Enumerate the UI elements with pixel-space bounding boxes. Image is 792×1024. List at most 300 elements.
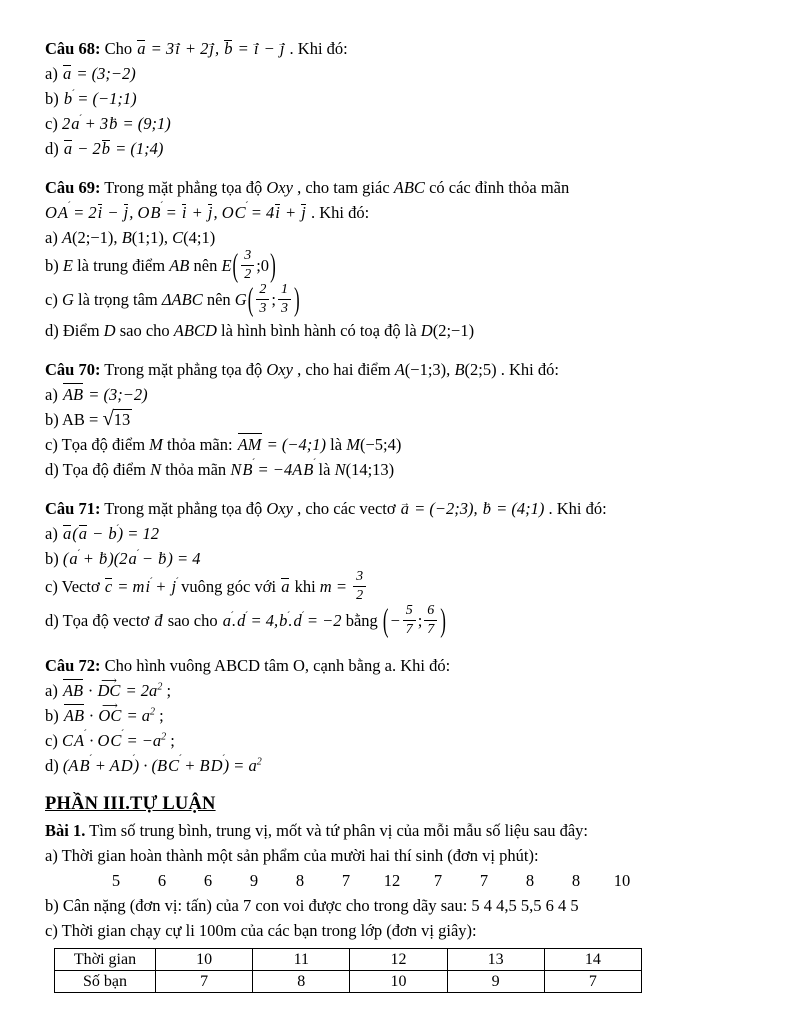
fraction-denominator: 7 bbox=[405, 622, 413, 637]
math-segment: = bbox=[233, 39, 253, 58]
math-segment: − bbox=[103, 203, 123, 222]
q71-option-a bbox=[45, 521, 748, 546]
fraction bbox=[424, 603, 437, 637]
table-cell: 10 bbox=[156, 949, 253, 971]
bold-text: Bài 1. bbox=[45, 821, 86, 840]
text-segment: 8 bbox=[295, 871, 305, 890]
overbar-symbol: b bbox=[223, 36, 233, 61]
overbar-symbol: AB bbox=[62, 678, 84, 703]
tick-mark-symbol: ˊ b bbox=[278, 608, 288, 633]
tick-mark-symbol: ˊ b bbox=[107, 521, 117, 546]
radicand: 13 bbox=[113, 410, 131, 429]
text-segment: nên bbox=[202, 289, 235, 309]
math-segment: + bbox=[180, 756, 200, 775]
table-cell: 7 bbox=[544, 971, 641, 993]
big-open-paren: ( bbox=[247, 280, 254, 318]
fraction-denominator: 2 bbox=[244, 267, 252, 282]
math-segment: M bbox=[346, 435, 360, 454]
math-segment: + bbox=[187, 203, 207, 222]
q70-option-d bbox=[45, 457, 748, 482]
math-segment: B bbox=[199, 756, 210, 775]
math-segment: ABCD bbox=[173, 321, 217, 340]
tick-mark-symbol: ˊ D bbox=[120, 753, 134, 778]
text-segment: (2;−1), bbox=[72, 228, 122, 247]
math-segment: · bbox=[85, 706, 98, 725]
math-segment: Oxy bbox=[266, 178, 293, 197]
text-segment: ; bbox=[166, 731, 175, 750]
math-segment: + 3 bbox=[80, 114, 109, 133]
overbar-symbol: a bbox=[63, 136, 73, 161]
question-69-header bbox=[45, 175, 748, 200]
math-segment: = (1;4) bbox=[111, 139, 164, 158]
math-segment: = a bbox=[122, 706, 150, 725]
fraction-denominator: 3 bbox=[280, 301, 288, 316]
text-segment: c) Tọa độ điểm bbox=[45, 435, 150, 454]
superscript: 2 bbox=[149, 706, 155, 718]
vector-arrow-symbol: → j bbox=[279, 36, 286, 61]
text-segment: bằng bbox=[341, 610, 382, 630]
text-segment: ;0 bbox=[256, 255, 270, 275]
math-segment: N bbox=[230, 460, 242, 479]
text-segment: Trong mặt phẳng tọa độ bbox=[100, 499, 267, 518]
big-close-paren: ) bbox=[293, 280, 300, 318]
math-segment: = −a bbox=[122, 731, 162, 750]
q72-option-d bbox=[45, 753, 748, 778]
math-segment: O bbox=[221, 203, 234, 222]
text-segment: . Khi đó: bbox=[496, 360, 559, 379]
big-close-paren: ) bbox=[270, 246, 276, 284]
table-cell: 9 bbox=[447, 971, 544, 993]
math-segment: ) = 4 bbox=[167, 549, 201, 568]
math-segment: + bbox=[90, 756, 110, 775]
text-segment: (14;13) bbox=[345, 460, 395, 479]
text-segment: Cho bbox=[100, 39, 137, 58]
tick-mark-symbol: ˊ A bbox=[57, 200, 69, 225]
vector-arrow-symbol: → i bbox=[174, 36, 181, 61]
text-segment: a) Thời gian hoàn thành một sản phẩm của mười hai thí sinh (đơn vị phút): bbox=[45, 846, 539, 865]
math-segment: A bbox=[394, 360, 405, 379]
fraction-denominator: 7 bbox=[427, 622, 435, 637]
text-segment: (−1;3), bbox=[404, 360, 455, 379]
math-segment: − bbox=[87, 524, 108, 543]
math-segment: N bbox=[150, 460, 162, 479]
vector-arrow-symbol: → b bbox=[157, 546, 167, 571]
math-segment: ) = 12 bbox=[117, 524, 159, 543]
overbar-symbol: j bbox=[300, 200, 307, 225]
math-segment: O bbox=[137, 203, 150, 222]
tick-mark-symbol: ˊ i bbox=[144, 574, 151, 599]
math-segment: O bbox=[45, 203, 57, 222]
math-segment: = (3;−2) bbox=[72, 64, 136, 83]
text-segment: là hình bình hành có toạ độ là bbox=[216, 321, 421, 340]
tick-mark-symbol: ˊ a bbox=[68, 546, 78, 571]
math-segment: ΔABC bbox=[161, 289, 203, 309]
math-segment: = 4, bbox=[246, 610, 279, 630]
text-segment: a) bbox=[45, 681, 62, 700]
text-segment: ; bbox=[154, 706, 164, 725]
math-segment: E bbox=[221, 255, 232, 275]
math-segment: 2 bbox=[61, 114, 71, 133]
text-segment: 8 bbox=[571, 871, 581, 890]
math-segment: = 2 bbox=[69, 203, 97, 222]
ex1-data-row-a bbox=[45, 868, 748, 893]
bold-text: Câu 71: bbox=[45, 499, 101, 518]
text-segment: là bbox=[326, 435, 347, 454]
fraction-denominator: 2 bbox=[356, 588, 364, 603]
text-segment: a) bbox=[45, 228, 62, 247]
table-cell: 7 bbox=[156, 971, 253, 993]
text-segment: , cho hai điểm bbox=[292, 360, 395, 379]
text-segment: c) Thời gian chạy cự li 100m của các bạn trong lớp (đơn vị giây): bbox=[45, 921, 477, 940]
text-segment: c) bbox=[45, 731, 62, 750]
ex1-frequency-table bbox=[54, 948, 748, 993]
text-segment: là trung điểm bbox=[72, 255, 170, 275]
overbar-symbol: c bbox=[104, 574, 113, 599]
question-72-header bbox=[45, 653, 748, 678]
text-segment: . Khi đó: bbox=[306, 203, 370, 222]
text-segment: 8 bbox=[525, 871, 535, 890]
q69-given bbox=[45, 200, 748, 225]
math-segment: = bbox=[161, 203, 181, 222]
text-segment: 7 bbox=[433, 871, 443, 890]
math-segment: = −4 bbox=[253, 460, 293, 479]
table-row bbox=[55, 971, 642, 993]
text-segment: a) bbox=[45, 524, 62, 543]
math-segment: = (4;1) bbox=[492, 499, 545, 518]
q70-option-b bbox=[45, 407, 748, 432]
question-70-header bbox=[45, 357, 748, 382]
tick-mark-symbol: ˊ B bbox=[78, 753, 90, 778]
fraction bbox=[278, 282, 291, 316]
text-segment: d) Điểm bbox=[45, 321, 104, 340]
text-segment: 7 bbox=[479, 871, 489, 890]
text-segment: 7 bbox=[341, 871, 351, 890]
text-segment: 5 bbox=[111, 871, 121, 890]
math-segment: E bbox=[62, 255, 73, 275]
tick-mark-symbol: ˊ C bbox=[109, 728, 122, 753]
math-segment: − bbox=[389, 610, 401, 630]
text-segment: nên bbox=[189, 255, 222, 275]
math-segment: = −2 bbox=[302, 610, 342, 630]
big-open-paren: ( bbox=[382, 601, 389, 639]
text-segment: (2;5) bbox=[464, 360, 497, 379]
math-segment: = 3 bbox=[146, 39, 175, 58]
tick-mark-symbol: ˊ a bbox=[222, 608, 232, 633]
text-segment: b) bbox=[45, 255, 63, 275]
q69-option-a bbox=[45, 225, 748, 250]
tick-mark-symbol: ˊ d bbox=[236, 608, 246, 633]
text-segment: d) Tọa độ vectơ bbox=[45, 610, 154, 630]
tick-mark-symbol: ˊ a bbox=[70, 111, 80, 136]
overbar-symbol: a bbox=[62, 61, 72, 86]
math-segment: + bbox=[78, 549, 99, 568]
vector-arrow-symbol: ⟶ DC bbox=[97, 678, 122, 703]
math-segment: C bbox=[61, 731, 73, 750]
math-segment: = m bbox=[113, 576, 145, 596]
table-cell: 14 bbox=[544, 949, 641, 971]
fraction-numerator: 5 bbox=[403, 603, 416, 621]
part-iii-heading bbox=[45, 791, 748, 817]
fraction bbox=[256, 282, 269, 316]
text-segment: b) bbox=[45, 706, 63, 725]
q68-option-d bbox=[45, 136, 748, 161]
text-segment: ; bbox=[162, 681, 172, 700]
overbar-symbol: i bbox=[97, 200, 104, 225]
text-segment: b) bbox=[45, 89, 63, 108]
ex1-item-b bbox=[45, 893, 748, 918]
overbar-symbol: a bbox=[78, 521, 88, 546]
math-segment: ( bbox=[62, 549, 69, 568]
q68-option-b bbox=[45, 86, 748, 111]
q71-option-c bbox=[45, 571, 748, 605]
text-segment: sao cho bbox=[163, 610, 222, 630]
math-segment: = (−1;1) bbox=[73, 89, 137, 108]
superscript: 2 bbox=[161, 731, 167, 743]
table-cell: 11 bbox=[253, 949, 350, 971]
q71-option-d bbox=[45, 601, 748, 639]
math-segment: + bbox=[280, 203, 301, 222]
tick-mark-symbol: ˊ D bbox=[210, 753, 224, 778]
math-segment: A bbox=[109, 756, 120, 775]
text-segment: (2;−1) bbox=[432, 321, 475, 340]
math-segment: B bbox=[157, 756, 168, 775]
text-segment: 6 bbox=[203, 871, 213, 890]
text-segment: vuông góc với bbox=[177, 576, 281, 596]
q68-option-a bbox=[45, 61, 748, 86]
vector-arrow-symbol: → j bbox=[208, 36, 215, 61]
overbar-symbol: AB bbox=[62, 382, 84, 407]
tick-mark-symbol: ˊ j bbox=[170, 574, 177, 599]
math-segment: A bbox=[292, 460, 303, 479]
text-segment: (−5;4) bbox=[359, 435, 402, 454]
text-segment: c) Vectơ bbox=[45, 576, 104, 596]
math-segment: = 4 bbox=[246, 203, 275, 222]
tick-mark-symbol: ˊ a bbox=[128, 546, 138, 571]
math-segment: = (−4;1) bbox=[262, 435, 327, 454]
math-segment: − 2 bbox=[73, 139, 101, 158]
exercise-1-header bbox=[45, 818, 748, 843]
row-label-cell: Số bạn bbox=[55, 971, 156, 993]
overbar-symbol: AB bbox=[63, 703, 85, 728]
math-segment: Oxy bbox=[266, 499, 293, 518]
vector-arrow-symbol: → i bbox=[253, 36, 260, 61]
q72-option-c bbox=[45, 728, 748, 753]
math-segment: A bbox=[61, 228, 73, 247]
math-segment: AB bbox=[169, 255, 190, 275]
frequency-table bbox=[54, 948, 642, 993]
math-segment: · bbox=[85, 731, 98, 750]
overbar-symbol: a bbox=[62, 521, 72, 546]
table-cell: 12 bbox=[350, 949, 447, 971]
text-segment: b) Cân nặng (đơn vị: tấn) của 7 con voi được cho trong dãy sau: 5 4 4,5 5,5 6 4 5 bbox=[45, 896, 579, 915]
q70-option-c bbox=[45, 432, 748, 457]
text-segment: , cho các vectơ bbox=[292, 499, 400, 518]
fraction bbox=[403, 603, 416, 637]
text-segment: . Khi đó: bbox=[285, 39, 348, 58]
text-segment: thỏa mãn bbox=[161, 460, 231, 479]
math-segment: ) = a bbox=[223, 756, 257, 775]
table-cell: 13 bbox=[447, 949, 544, 971]
math-segment: = 2a bbox=[121, 681, 158, 700]
tick-mark-symbol: ˊ B bbox=[241, 457, 253, 482]
ex1-item-c bbox=[45, 918, 748, 943]
math-segment: + bbox=[151, 576, 171, 596]
question-71-header bbox=[45, 496, 748, 521]
bold-text: Câu 70: bbox=[45, 360, 101, 379]
overbar-symbol: b bbox=[101, 136, 111, 161]
text-segment: b) AB = bbox=[45, 410, 103, 429]
overbar-symbol: a bbox=[280, 574, 290, 599]
text-segment: có các đỉnh thỏa mãn bbox=[424, 178, 570, 197]
table-cell: 8 bbox=[253, 971, 350, 993]
math-segment: ( bbox=[62, 756, 69, 775]
math-segment: − bbox=[259, 39, 279, 58]
math-segment: Oxy bbox=[266, 360, 293, 379]
table-cell: 10 bbox=[350, 971, 447, 993]
vector-arrow-symbol: ⟶ OC bbox=[97, 703, 122, 728]
text-segment: 9 bbox=[249, 871, 259, 890]
text-segment: 6 bbox=[157, 871, 167, 890]
tick-mark-symbol: ˊ B bbox=[149, 200, 161, 225]
text-segment: d) bbox=[45, 139, 63, 158]
ex1-item-a bbox=[45, 843, 748, 868]
math-segment: B bbox=[121, 228, 132, 247]
math-segment: )(2 bbox=[108, 549, 128, 568]
text-segment: , cho tam giác bbox=[292, 178, 394, 197]
fraction bbox=[353, 569, 366, 603]
vector-arrow-symbol: → b bbox=[108, 111, 118, 136]
fraction-numerator: 1 bbox=[278, 282, 291, 300]
text-segment: Tìm số trung bình, trung vị, mốt và tứ phân vị của mỗi mẫu số liệu sau đây: bbox=[85, 821, 589, 840]
text-segment: b) bbox=[45, 549, 63, 568]
vector-arrow-symbol: → d bbox=[153, 608, 163, 633]
overbar-symbol: j bbox=[207, 200, 214, 225]
overbar-symbol: a bbox=[136, 36, 146, 61]
text-segment: d) Tọa độ điểm bbox=[45, 460, 151, 479]
math-segment: D bbox=[420, 321, 433, 340]
math-segment: ( bbox=[72, 524, 78, 543]
q70-option-a bbox=[45, 382, 748, 407]
fraction-numerator: 3 bbox=[353, 569, 366, 587]
math-segment: + 2 bbox=[180, 39, 209, 58]
math-segment: , bbox=[129, 203, 138, 222]
text-segment: sao cho bbox=[115, 321, 174, 340]
math-segment: = (3;−2) bbox=[84, 385, 148, 404]
row-label-cell: Thời gian bbox=[55, 949, 156, 971]
math-segment: N bbox=[334, 460, 346, 479]
q72-option-a bbox=[45, 678, 748, 703]
math-segment: C bbox=[172, 228, 184, 247]
text-segment: là trọng tâm bbox=[73, 289, 162, 309]
fraction-numerator: 6 bbox=[424, 603, 437, 621]
overbar-symbol: i bbox=[181, 200, 188, 225]
text-segment: . Khi đó: bbox=[544, 499, 607, 518]
math-segment: , bbox=[213, 203, 222, 222]
overbar-symbol: i bbox=[274, 200, 281, 225]
text-segment: 12 bbox=[383, 871, 401, 890]
math-segment: , bbox=[214, 39, 224, 58]
q69-option-c bbox=[45, 280, 748, 318]
underlined-heading-text: PHẦN III.TỰ LUẬN bbox=[45, 794, 216, 814]
math-segment: ABC bbox=[393, 178, 425, 197]
tick-mark-symbol: ˊ b bbox=[63, 86, 73, 111]
text-segment: a) bbox=[45, 385, 62, 404]
text-segment: (4;1) bbox=[183, 228, 216, 247]
math-segment: ) · ( bbox=[133, 756, 158, 775]
math-segment: . bbox=[288, 610, 293, 630]
big-close-paren: ) bbox=[440, 601, 446, 639]
vector-arrow-symbol: → a bbox=[400, 496, 410, 521]
text-segment: ; bbox=[417, 610, 423, 630]
tick-mark-symbol: ˊ C bbox=[167, 753, 180, 778]
text-segment: là bbox=[314, 460, 335, 479]
tick-mark-symbol: ˊ d bbox=[293, 608, 303, 633]
radical-sign: √ bbox=[102, 408, 114, 430]
big-open-paren: ( bbox=[232, 246, 239, 284]
text-segment: c) bbox=[45, 289, 62, 309]
math-segment: B bbox=[454, 360, 465, 379]
math-segment: O bbox=[97, 731, 110, 750]
text-segment: Trong mặt phẳng tọa độ bbox=[100, 360, 267, 379]
bold-text: Câu 72: bbox=[45, 656, 101, 675]
text-segment: (1;1), bbox=[131, 228, 173, 247]
math-segment: D bbox=[103, 321, 116, 340]
math-segment: G bbox=[234, 289, 247, 309]
superscript: 2 bbox=[256, 756, 262, 768]
math-segment: G bbox=[61, 289, 74, 309]
text-segment: d) bbox=[45, 756, 63, 775]
vector-arrow-symbol: → b bbox=[482, 496, 492, 521]
math-segment: − bbox=[137, 549, 158, 568]
text-segment: Trong mặt phẳng tọa độ bbox=[100, 178, 267, 197]
math-segment: m = bbox=[319, 576, 352, 596]
overbar-symbol: AM bbox=[237, 432, 263, 457]
vector-arrow-symbol: → b bbox=[98, 546, 108, 571]
bold-text: Câu 68: bbox=[45, 39, 101, 58]
bold-text: Câu 69: bbox=[45, 178, 101, 197]
math-segment: = (9;1) bbox=[118, 114, 171, 133]
text-segment: khi bbox=[290, 576, 320, 596]
q72-option-b bbox=[45, 703, 748, 728]
math-segment: M bbox=[149, 435, 163, 454]
text-segment: 10 bbox=[613, 871, 631, 890]
overbar-symbol: j bbox=[123, 200, 130, 225]
question-68-header bbox=[45, 36, 748, 61]
q69-option-b bbox=[45, 246, 748, 284]
tick-mark-symbol: ˊ A bbox=[73, 728, 85, 753]
fraction-numerator: 2 bbox=[256, 282, 269, 300]
math-segment: A bbox=[68, 756, 79, 775]
text-segment: ; bbox=[271, 289, 276, 309]
tick-mark-symbol: ˊ C bbox=[234, 200, 247, 225]
q71-option-b bbox=[45, 546, 748, 571]
text-segment: c) bbox=[45, 114, 62, 133]
text-segment: thỏa mãn: bbox=[162, 435, 237, 454]
q69-option-d bbox=[45, 318, 748, 343]
text-segment: Cho hình vuông ABCD tâm O, cạnh bằng a. Khi đó: bbox=[100, 656, 451, 675]
math-segment: · bbox=[84, 681, 97, 700]
table-row bbox=[55, 949, 642, 971]
square-root bbox=[102, 407, 132, 432]
tick-mark-symbol: ˊ B bbox=[302, 457, 314, 482]
fraction-denominator: 3 bbox=[259, 301, 267, 316]
math-segment: . bbox=[232, 610, 237, 630]
math-segment: = (−2;3), bbox=[409, 499, 482, 518]
superscript: 2 bbox=[157, 681, 163, 693]
text-segment: a) bbox=[45, 64, 62, 83]
q68-option-c bbox=[45, 111, 748, 136]
fraction-numerator: 3 bbox=[241, 248, 254, 266]
